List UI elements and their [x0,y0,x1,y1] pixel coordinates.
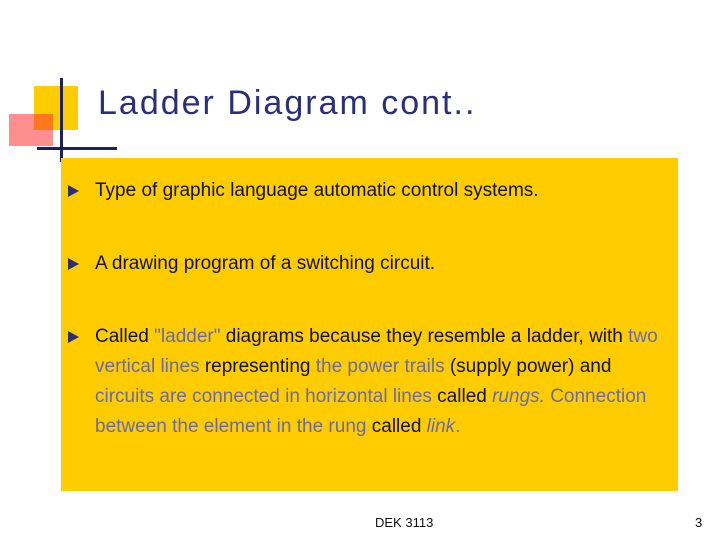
bullet-text-segment: rungs. [492,386,545,407]
bullet-text-segment: Called [95,326,155,347]
content-box [61,158,678,491]
bullet-text-2: A drawing program of a switching circuit. [95,253,436,274]
bullet-text-segment: (supply power) and [444,356,612,377]
bullet-text-3 [95,322,675,442]
bullet-text-segment: "ladder" [154,326,221,347]
bullet-text-segment: the power trails [315,356,445,377]
bullet-text-segment: . [455,416,461,437]
bullet-text-segment: link [426,416,456,437]
bullet-text-segment: circuits are connected in horizontal lines [95,386,432,407]
footer-page-number: 3 [695,515,703,530]
bullet-arrow-icon [68,331,79,343]
footer-course-code: DEK 3113 [375,515,434,530]
bullet-text-segment: representing [199,356,316,377]
bullet-text-segment: called [366,416,427,437]
slide-title: Ladder Diagram cont.. [98,84,477,122]
bullet-arrow-icon [68,185,79,197]
bullet-text-segment: Connection between the element in the rung [95,386,647,437]
bullet-arrow-icon [68,258,79,270]
bullet-text-segment: two vertical lines [95,326,658,377]
bullet-text-1: Type of graphic language automatic control systems. [95,180,539,201]
bullet-text-segment: diagrams because they resemble a ladder, with [220,326,629,347]
decorative-horizontal-line [37,147,117,150]
bullet-text-segment: called [431,386,493,407]
decorative-red-square [9,114,53,146]
